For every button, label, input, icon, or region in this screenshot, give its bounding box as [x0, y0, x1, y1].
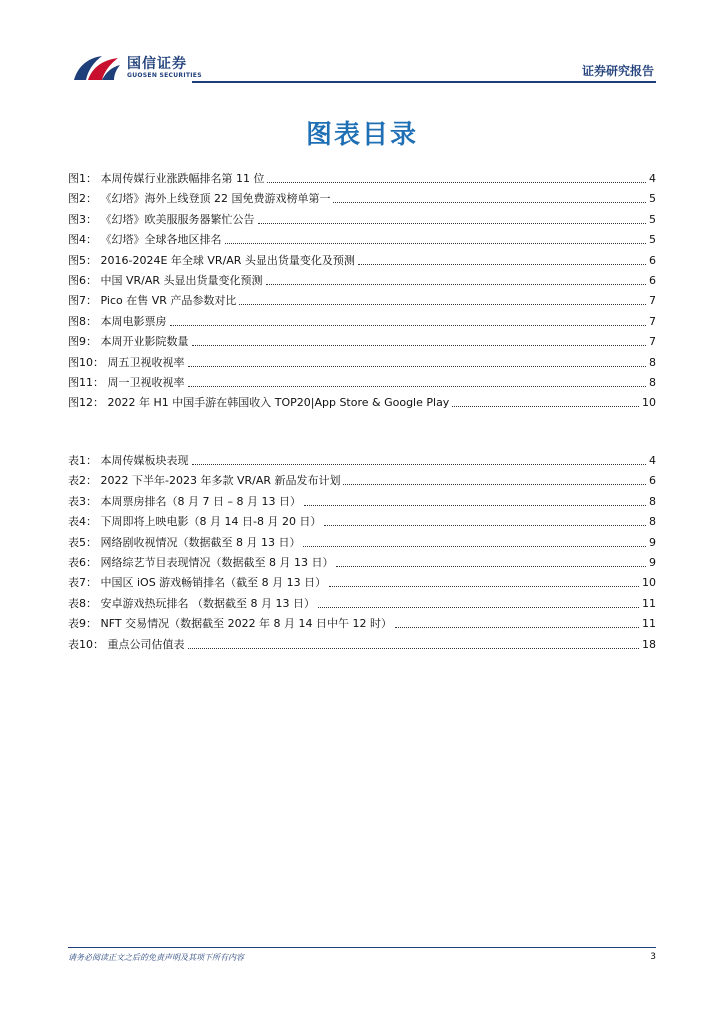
- figure-toc-entry[interactable]: [68, 290, 656, 308]
- table-toc-page-number: 10: [642, 576, 656, 590]
- figure-toc-entry[interactable]: [68, 331, 656, 349]
- table-toc-entry[interactable]: [68, 634, 656, 652]
- figure-toc-page-number: 7: [649, 314, 656, 328]
- figure-toc-label: 图10： 周五卫视收视率: [68, 355, 185, 369]
- guosen-logo-icon: [72, 52, 122, 82]
- table-toc-entry[interactable]: [68, 552, 656, 570]
- logo-name-en: GUOSEN SECURITIES: [127, 72, 202, 79]
- toc-dot-leader: [239, 303, 646, 305]
- table-toc-page-number: 8: [649, 494, 656, 508]
- table-toc-label: 表4： 下周即将上映电影（8 月 14 日-8 月 20 日）: [68, 515, 322, 529]
- figure-toc-page-number: 7: [649, 335, 656, 349]
- table-toc-label: 表6： 网络综艺节目表现情况（数据截至 8 月 13 日）: [68, 556, 334, 569]
- table-toc-entry[interactable]: [68, 613, 656, 631]
- figure-toc-page-number: 6: [649, 274, 656, 287]
- toc-dot-leader: [333, 201, 646, 203]
- report-type-label: 证券研究报告: [581, 64, 654, 78]
- table-toc-label: 表2： 2022 下半年-2023 年多款 VR/AR 新品发布计划: [68, 474, 341, 488]
- figure-toc-entry[interactable]: [68, 168, 656, 186]
- table-toc-page-number: 9: [649, 535, 656, 549]
- figure-toc-page-number: 5: [649, 192, 656, 206]
- figure-toc-entry[interactable]: [68, 250, 656, 268]
- figure-toc-page-number: 4: [649, 172, 656, 185]
- figure-toc-page-number: 8: [649, 376, 656, 389]
- table-toc-entry[interactable]: [68, 572, 656, 590]
- toc-dot-leader: [266, 283, 646, 285]
- table-toc-page-number: 18: [642, 637, 656, 651]
- table-toc-entry[interactable]: [68, 511, 656, 529]
- table-toc-page-number: 11: [642, 617, 656, 631]
- toc-dot-leader: [329, 585, 639, 587]
- figure-toc-entry[interactable]: [68, 311, 656, 329]
- logo-name-cn: 国信证券: [127, 56, 187, 72]
- figure-toc-label: 图11： 周一卫视收视率: [68, 376, 185, 389]
- figure-toc-page-number: 6: [649, 253, 656, 267]
- table-toc-label: 表10： 重点公司估值表: [68, 637, 185, 651]
- toc-dot-leader: [258, 222, 647, 224]
- toc-dot-leader: [452, 405, 639, 407]
- table-toc-entry[interactable]: [68, 470, 656, 488]
- figure-toc-page-number: 5: [649, 212, 656, 226]
- table-toc-page-number: 4: [649, 454, 656, 467]
- table-toc-label: 表9： NFT 交易情况（数据截至 2022 年 8 月 14 日中午 12 时）: [68, 617, 393, 631]
- table-toc-page-number: 8: [649, 515, 656, 529]
- toc-dot-leader: [358, 263, 646, 265]
- figure-toc-label: 图9： 本周开业影院数量: [68, 335, 189, 349]
- toc-dot-leader: [303, 545, 646, 547]
- table-toc-label: 表1： 本周传媒板块表现: [68, 454, 189, 467]
- toc-dot-leader: [343, 483, 646, 485]
- toc-dot-leader: [192, 344, 647, 346]
- table-toc-entry[interactable]: [68, 491, 656, 509]
- toc-dot-leader: [395, 626, 639, 628]
- figure-toc-label: 图4： 《幻塔》全球各地区排名: [68, 233, 222, 247]
- figure-toc-entry[interactable]: [68, 188, 656, 206]
- toc-dot-leader: [188, 365, 647, 367]
- page-title: 图表目录: [305, 120, 418, 150]
- toc-dot-leader: [225, 242, 647, 244]
- table-toc-label: 表7： 中国区 iOS 游戏畅销排名（截至 8 月 13 日）: [68, 576, 327, 590]
- figure-toc-label: 图3： 《幻塔》欧美服服务器繁忙公告: [68, 212, 255, 226]
- table-toc-label: 表3： 本周票房排名（8 月 7 日 – 8 月 13 日）: [68, 494, 301, 508]
- table-toc-label: 表8： 安卓游戏热玩排名 （数据截至 8 月 13 日）: [68, 596, 315, 610]
- toc-dot-leader: [336, 565, 646, 567]
- table-toc-entry[interactable]: [68, 593, 656, 611]
- table-toc-page-number: 6: [649, 474, 656, 488]
- toc-dot-leader: [318, 606, 639, 608]
- figure-toc-entry[interactable]: [68, 270, 656, 288]
- figure-toc-page-number: 5: [649, 233, 656, 247]
- toc-dot-leader: [188, 647, 640, 649]
- figure-toc-entry[interactable]: [68, 392, 656, 410]
- toc-dot-leader: [324, 524, 646, 526]
- figure-toc-label: 图6： 中国 VR/AR 头显出货量变化预测: [68, 274, 263, 287]
- figure-toc-label: 图8： 本周电影票房: [68, 314, 167, 328]
- page-header: [68, 50, 656, 84]
- figure-toc-entry[interactable]: [68, 229, 656, 247]
- table-toc-entry[interactable]: [68, 532, 656, 550]
- figure-toc-page-number: 7: [649, 294, 656, 308]
- figure-toc-page-number: 8: [649, 355, 656, 369]
- figure-toc-label: 图7： Pico 在售 VR 产品参数对比: [68, 294, 237, 308]
- figure-toc-entry[interactable]: [68, 352, 656, 370]
- figure-toc-entry[interactable]: [68, 209, 656, 227]
- figure-toc-page-number: 10: [642, 396, 656, 410]
- figure-toc-label: 图12： 2022 年 H1 中国手游在韩国收入 TOP20|App Store & Google Play: [68, 396, 450, 410]
- figure-toc-label: 图2： 《幻塔》海外上线登顶 22 国免费游戏榜单第一: [68, 192, 331, 206]
- table-toc-entry[interactable]: [68, 450, 656, 468]
- footer-divider: [68, 947, 656, 948]
- figure-toc-label: 图5： 2016-2024E 年全球 VR/AR 头显出货量变化及预测: [68, 253, 355, 267]
- table-toc-page-number: 9: [649, 556, 656, 569]
- table-toc-label: 表5： 网络剧收视情况（数据截至 8 月 13 日）: [68, 535, 301, 549]
- figure-toc-label: 图1： 本周传媒行业涨跌幅排名第 11 位: [68, 172, 265, 185]
- toc-dot-leader: [170, 324, 647, 326]
- header-divider: [192, 81, 656, 83]
- toc-dot-leader: [188, 385, 647, 387]
- page-number: 3: [650, 952, 656, 962]
- table-toc-page-number: 11: [642, 596, 656, 610]
- toc-dot-leader: [192, 463, 647, 465]
- footer-disclaimer: 请务必阅读正文之后的免责声明及其项下所有内容: [68, 953, 244, 962]
- toc-dot-leader: [267, 181, 646, 183]
- figure-toc-entry[interactable]: [68, 372, 656, 390]
- toc-dot-leader: [304, 504, 646, 506]
